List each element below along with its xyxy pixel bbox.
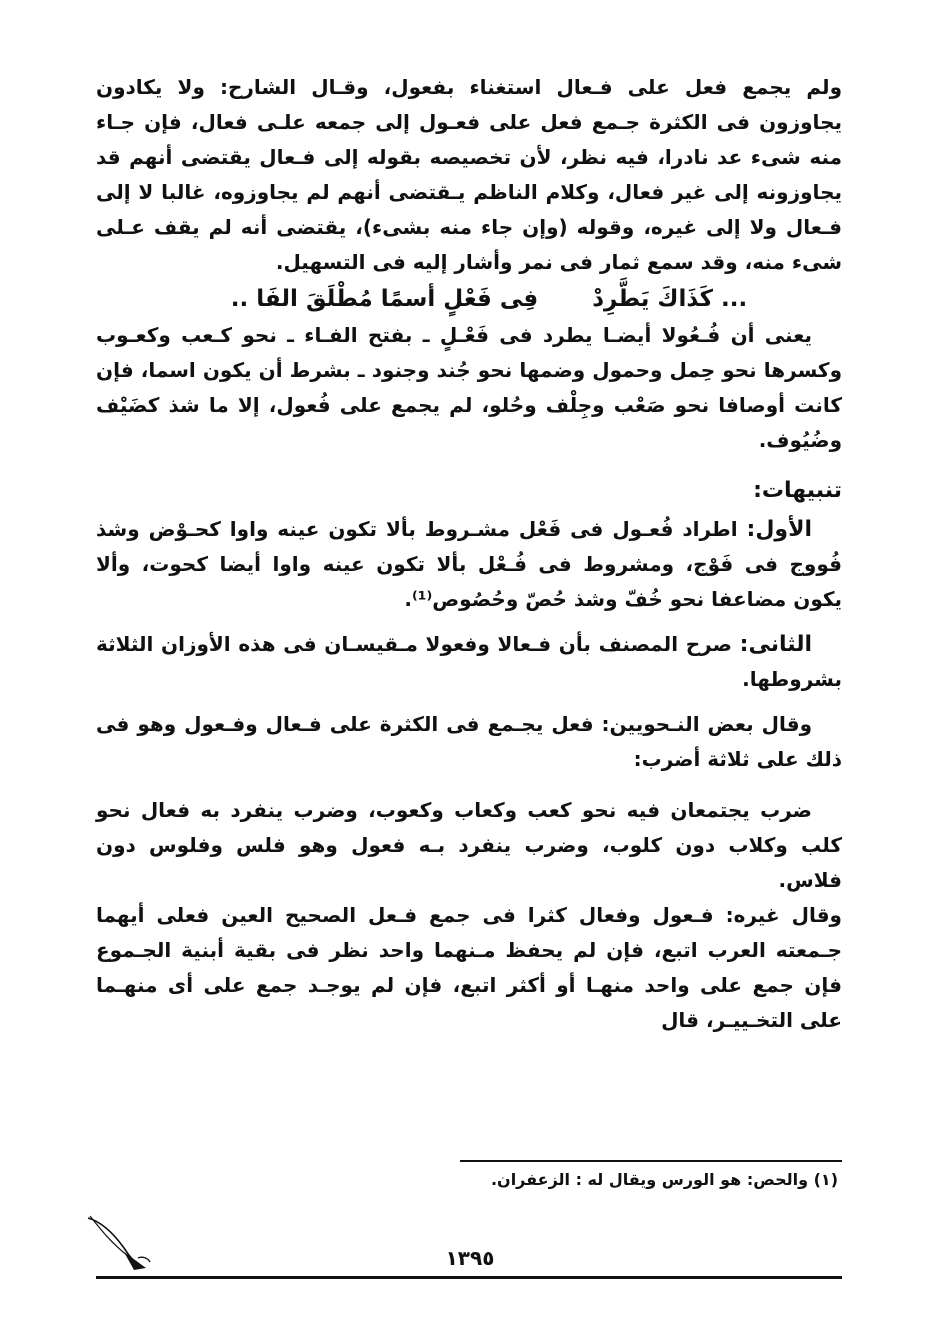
page-text-block	[96, 70, 842, 1038]
note-first	[96, 512, 842, 617]
note-second	[96, 627, 842, 697]
quill-pen-icon	[84, 1212, 154, 1272]
paragraph-3: وقال بعض النـحويين: فعل يجـمع فى الكثرة على فـعال وفـعول وهو فى ذلك على ثلاثة أضرب:	[96, 712, 842, 771]
paragraph-2: يعنى أن فُـعُولا أيضـا يطرد فى فَعْـلٍ ـ بفتح الفـاء ـ نحو كـعب وكعـوب وكسرها نحو حِمل وحمول وضمها نحو جُند وجنود ـ بشرط أن يكون اسما، فإن كانت أوصافا نحو صَعْب وجِلْف وحُلو، لم يجمع على فُعول، إلا ما شذ كضَيْف وضُيُوف.	[96, 323, 842, 452]
note-first-lead: الأول:	[746, 517, 813, 542]
paragraph-5: وقال غيره: فـعول وفعال كثرا فى جمع فـعل الصحيح العين فعلى أيهما جـمعته العرب اتبع، فإن لم يحفظ مـنهما واحد نظر فى بقية أبنية الجـموع فإن جمع على واحد منهـا أو أكثر اتبع، فإن لم يوجـد جمع على أى منهـما على التخـييـر، قال	[96, 903, 842, 1032]
note-second-lead: الثانى:	[739, 632, 812, 657]
note-second-text: صرح المصنف بأن فـعالا وفعولا مـقيسـان فى هذه الأوزان الثلاثة بشروطها.	[96, 632, 842, 691]
verse-hemistich-second: فِى فَعْلٍ أسمًا مُطْلَقَ الفَا ..	[230, 286, 539, 312]
verse-hemistich-first: ... كَذَاكَ يَطَّرِدْ	[592, 286, 748, 312]
verse-line	[96, 280, 842, 318]
paragraph-4: ضرب يجتمعان فيه نحو كعب وكعاب وكعوب، وضرب ينفرد به فعال نحو كلب وكلاب دون كلوب، وضرب ينفرد بـه فعول وهو فلس وفلوس دون فلاس.	[96, 798, 842, 892]
paragraph-1: ولم يجمع فعل على فـعال استغناء بفعول، وقـال الشارح: ولا يكادون يجاوزون فى الكثرة جـمع فعل على فعـول إلى جمعه علـى فعال، فإن جـاء منه شىء عد نادرا، فيه نظر، لأن تخصيصه بقوله إلى فـعال يقتضى أنهم قد يجاوزونه إلى غير فعال، وكلام الناظم يـقتضى أنهم لم يجاوزوه، غالبا لا إلى فـعال ولا إلى غيره، وقوله (وإن جاء منه بشىء)، يقتضى أنه لم يقف عـلى شىء منه، وقد سمع ثمار فى نمر وأشار إليه فى التسهيل.	[96, 75, 842, 274]
page-number: ١٣٩٥	[445, 1246, 495, 1270]
footnote-divider	[460, 1160, 842, 1162]
note-first-text: اطراد فُعـول فى فَعْل مشـروط بألا تكون عينه واوا كحـوْض وشذ فُووج فى فَوْج، ومشروط فى فُـعْل بألا تكون عينه واوا أيضا كحوت، وألا يكون مضاعفا نحو خُفّ وشذ حُصّ وحُصُوص⁽¹⁾.	[96, 517, 842, 611]
section-heading: تنبيهات:	[753, 478, 842, 503]
footnote: (١) والحص: هو الورس ويقال له : الزعفران.	[490, 1170, 838, 1189]
bottom-rule	[96, 1276, 842, 1279]
